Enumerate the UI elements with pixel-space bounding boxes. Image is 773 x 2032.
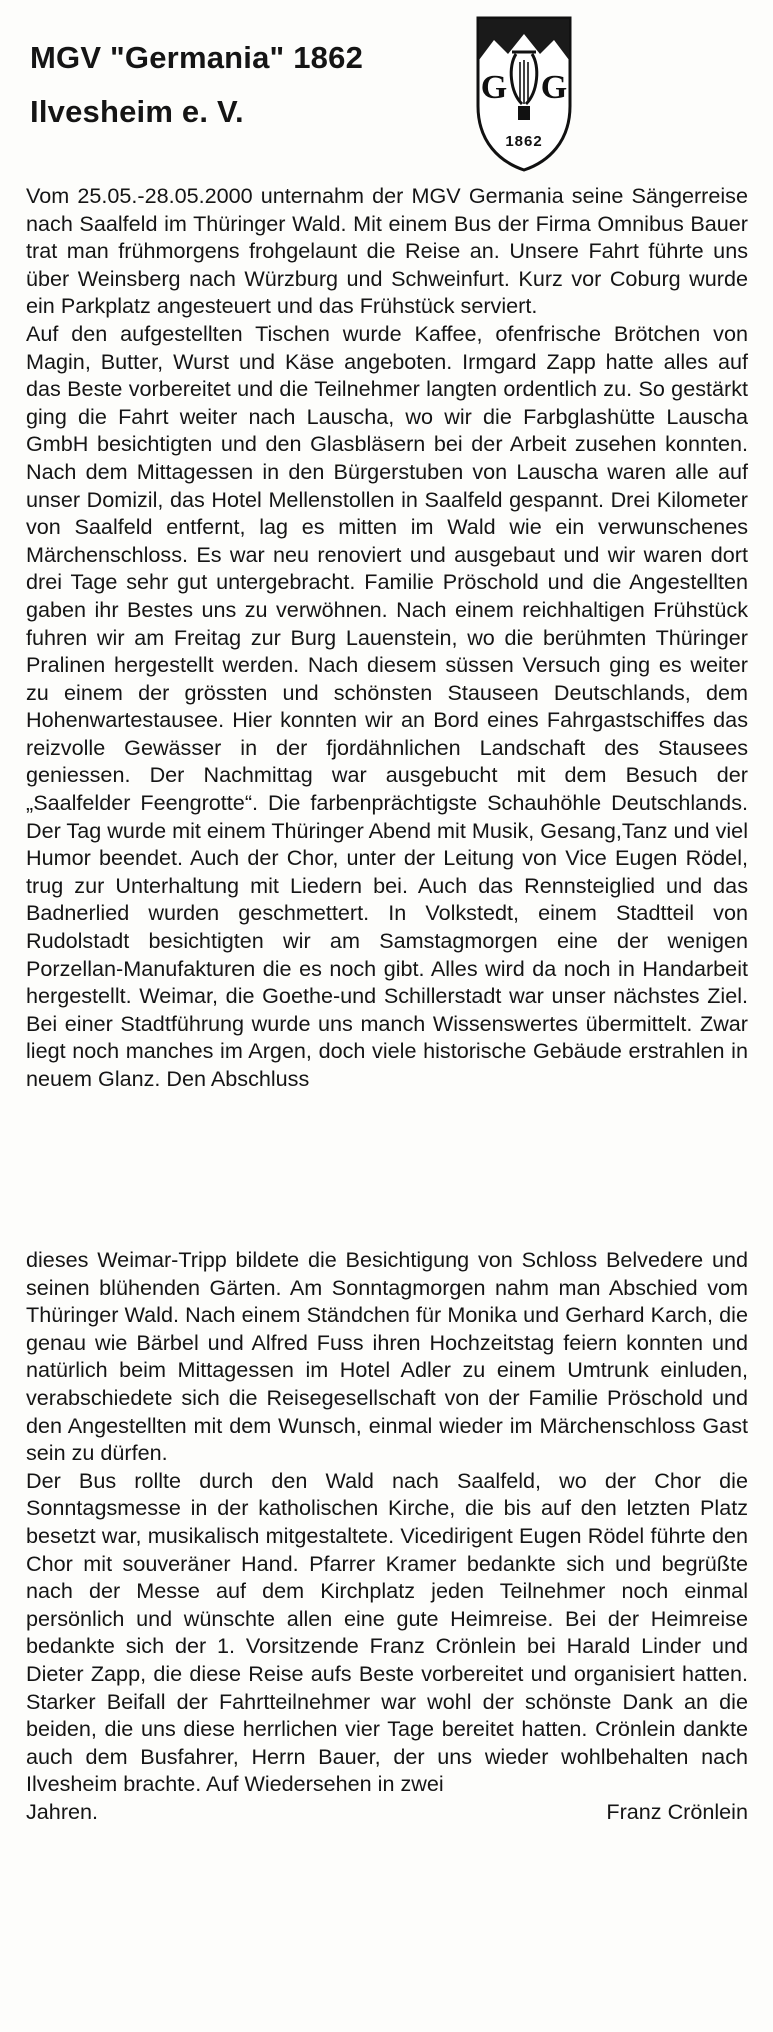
article-column-top: [26, 182, 748, 1093]
crest-year: 1862: [505, 133, 543, 150]
closing-word: Jahren.: [26, 1798, 99, 1824]
author-signature: Franz Crönlein: [606, 1798, 748, 1824]
article-paragraph: dieses Weimar-Tripp bildete die Besichtigung von Schloss Belvedere und seinen blühenden Gärten. Am Sonntagmorgen nahm man Abschied vom Thüringer Wald. Nach einem Ständchen für Monika und Gerhard Karch, die genau wie Bärbel und Alfred Fuss ihren Hochzeitstag feiern konnten und natürlich beim Mittagessen im Hotel Adler zu einem Umtrunk einluden, verabschiedete sich die Reisegesellschaft von der Familie Pröschold und den Angestellten mit dem Wunsch, einmal wieder im Märchenschloss Gast sein zu dürfen.: [26, 1247, 748, 1466]
club-header: [30, 42, 363, 150]
crest-letter-right: G: [540, 69, 568, 106]
closing-row: [26, 1798, 748, 1826]
article-paragraph: Vom 25.05.-28.05.2000 unternahm der MGV Germania seine Sängerreise nach Saalfeld im Thüringer Wald. Mit einem Bus der Firma Omnibus Bauer trat man frühmorgens frohgelaunt die Reise an. Unsere Fahrt führte uns über Weinsberg nach Würzburg und Schweinfurt. Kurz vor Coburg wurde ein Parkplatz angesteuert und das Frühstück serviert.: [26, 183, 748, 319]
article-column-bottom: [26, 1246, 748, 1825]
club-crest-logo: [474, 14, 574, 174]
club-location: Ilvesheim e. V.: [30, 94, 244, 129]
club-name: MGV "Germania" 1862: [30, 40, 364, 75]
crest-letter-left: G: [480, 69, 508, 106]
article-paragraph: Der Bus rollte durch den Wald nach Saalfeld, wo der Chor die Sonntagsmesse in der katholischen Kirche, die bis auf den letzten Platz besetzt war, musikalisch mitgestaltete. Vicedirigent Eugen Rödel führte den Chor mit souveräner Hand. Pfarrer Kramer bedankte sich und begrüßte nach der Messe auf dem Kirchplatz jeden Teilnehmer noch einmal persönlich und wünschte allen eine gute Heimreise. Bei der Heimreise bedankte sich der 1. Vorsitzende Franz Crönlein bei Harald Linder und Dieter Zapp, die diese Reise aufs Beste vorbereitet und organisiert hatten. Starker Beifall der Fahrtteilnehmer war wohl der schönste Dank an die beiden, die uns diese herrlichen vier Tage bereitet hatten. Crönlein dankte auch dem Busfahrer, Herrn Bauer, der uns wieder wohlbehalten nach Ilvesheim brachte. Auf Wiedersehen in zwei: [26, 1467, 748, 1797]
article-paragraph: Auf den aufgestellten Tischen wurde Kaffee, ofenfrische Brötchen von Magin, Butter, Wurst und Käse angeboten. Irmgard Zapp hatte alles auf das Beste vorbereitet und die Teilnehmer langten ordentlich zu. So gestärkt ging die Fahrt weiter nach Lauscha, wo wir die Farbglashütte Lauscha GmbH besichtigten und den Glasbläsern bei der Arbeit zusehen konnten. Nach dem Mittagessen in den Bürgerstuben von Lauscha waren alle auf unser Domizil, das Hotel Mellenstollen in Saalfeld gespannt. Drei Kilometer von Saalfeld entfernt, lag es mitten im Wald wie ein verwunschenes Märchenschloss. Es war neu renoviert und ausgebaut und wir waren dort drei Tage sehr gut untergebracht. Familie Pröschold und die Angestellten gaben ihr Bestes uns zu verwöhnen. Nach einem reichhaltigen Frühstück fuhren wir am Freitag zur Burg Lauenstein, wo die berühmten Thüringer Pralinen hergestellt werden. Nach diesem süssen Versuch ging es weiter zu einem der grössten und schönsten Stauseen Deutschlands, dem Hohenwartestausee. Hier konnten wir an Bord eines Fahrgastschiffes das reizvolle Gewässer in der fjordähnlichen Landschaft des Stausees geniessen. Der Nachmittag war ausgebucht mit dem Besuch der „Saalfelder Feengrotte“. Die farbenprächtigste Schauhöhle Deutschlands. Der Tag wurde mit einem Thüringer Abend mit Musik, Gesang,Tanz und viel Humor beendet. Auch der Chor, unter der Leitung von Vice Eugen Rödel, trug zur Unterhaltung mit Liedern bei. Auch das Rennsteiglied und das Badnerlied wurden geschmettert. In Volkstedt, einem Stadtteil von Rudolstadt besichtigten wir am Samstagmorgen eine der wenigen Porzellan-Manufakturen die es noch gibt. Alles wird da noch in Handarbeit hergestellt. Weimar, die Goethe-und Schillerstadt war unser nächstes Ziel. Bei einer Stadtführung wurde uns manch Wissenswertes übermittelt. Zwar liegt noch manches im Argen, doch viele historische Gebäude erstrahlen in neuem Glanz. Den Abschluss: [26, 320, 748, 1091]
